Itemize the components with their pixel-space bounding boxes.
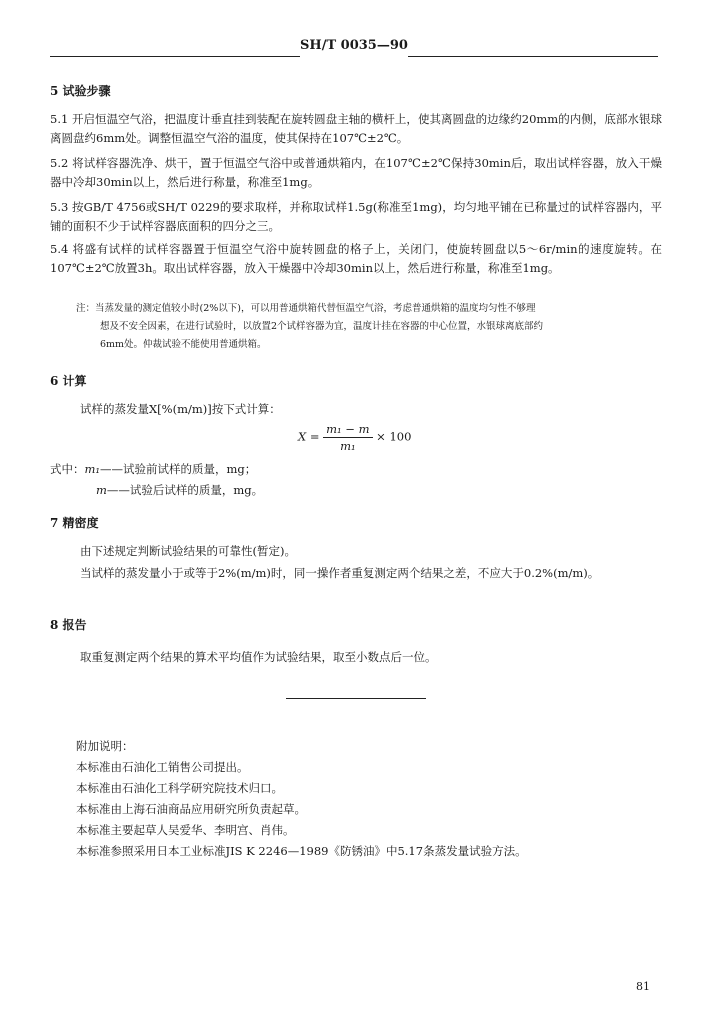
formula-rhs: × 100 [376,429,412,444]
var2-description: ——试验后试样的质量，mg。 [106,483,264,497]
additional-note-1: 本标准由石油化工销售公司提出。 [76,760,249,774]
section-5-title: 5 试验步骤 [50,84,111,98]
additional-notes [76,736,676,862]
additional-notes-title: 附加说明： [76,739,134,753]
var1-description: ——试验前试样的质量，mg； [100,462,257,476]
header-rule-right [408,56,658,57]
clause-5-4: 5.4 将盛有试样的试样容器置于恒温空气浴中旋转圆盘的格子上，关闭门，使旋转圆盘以5～6r/min的速度旋转。在107℃±2℃放置3h。取出试样容器，放入干燥器中冷却30min以上，然后进行称量，称准至1mg。 [50,242,662,275]
header-rule-left [50,56,300,57]
clause-5-3: 5.3 按GB/T 4756或SH/T 0229的要求取样，并称取试样1.5g(称准至1mg)，均匀地平铺在已称量过的试样容器内，平铺的面积不少于试样容器底面积的四分之三。 [50,200,662,233]
section-5-note [76,300,666,354]
calculation-intro: 试样的蒸发量X[%(m/m)]按下式计算： [80,402,281,416]
section-6-title: 6 计算 [50,374,87,388]
note-line-2: 想及不安全因素，在进行试验时，以放置2个试样容器为宜，温度计挂在容器的中心位置，水银球离底部约 [100,321,544,332]
additional-note-5: 本标准参照采用日本工业标准JIS K 2246—1989《防锈油》中5.17条蒸发量试验方法。 [76,844,527,858]
formula-lhs: X = [298,429,320,444]
clause-5-2: 5.2 将试样容器洗净、烘干，置于恒温空气浴中或普通烘箱内，在107℃±2℃保持30min后，取出试样容器，放入干燥器中冷却30min以上，然后进行称量，称准至1mg。 [50,156,662,189]
note-line-3: 6mm处。仲裁试验不能使用普通烘箱。 [100,339,267,350]
precision-statement: 由下述规定判断试验结果的可靠性(暂定)。 [80,544,296,558]
report-statement: 取重复测定两个结果的算术平均值作为试验结果，取至小数点后一位。 [80,650,437,664]
variable-definition-2 [96,481,496,500]
formula-denominator: m₁ [340,439,356,453]
note-line-1: 注：当蒸发量的测定值较小时(2%以下)，可以用普通烘箱代替恒温空气浴，考虑普通烘箱的温度均匀性不够理 [76,303,536,314]
repeatability-rule: 当试样的蒸发量小于或等于2%(m/m)时，同一操作者重复测定两个结果之差，不应大于0.2%(m/m)。 [80,566,600,580]
evaporation-formula [298,422,411,453]
additional-note-2: 本标准由石油化工科学研究院技术归口。 [76,781,283,795]
additional-note-4: 本标准主要起草人吴爱华、李明宫、肖伟。 [76,823,295,837]
section-7-title: 7 精密度 [50,516,99,530]
end-divider [286,698,426,699]
variable-definition-1 [50,460,450,479]
var1-symbol: m₁ [84,462,101,476]
formula-fraction [323,422,372,453]
formula-numerator: m₁ − m [323,422,372,438]
section-8-title: 8 报告 [50,618,87,632]
standard-code-header: SH/T 0035—90 [300,38,408,53]
clause-5-1: 5.1 开启恒温空气浴，把温度计垂直挂到装配在旋转圆盘主轴的横杆上，使其离圆盘的边缘约20mm的内侧，底部水银球离圆盘约6mm处。调整恒温空气浴的温度，使其保持在107℃±2℃。 [50,112,662,145]
where-label: 式中： [50,462,85,476]
var2-symbol: m [96,483,107,497]
additional-note-3: 本标准由上海石油商品应用研究所负责起草。 [76,802,306,816]
page-number: 81 [636,980,650,993]
